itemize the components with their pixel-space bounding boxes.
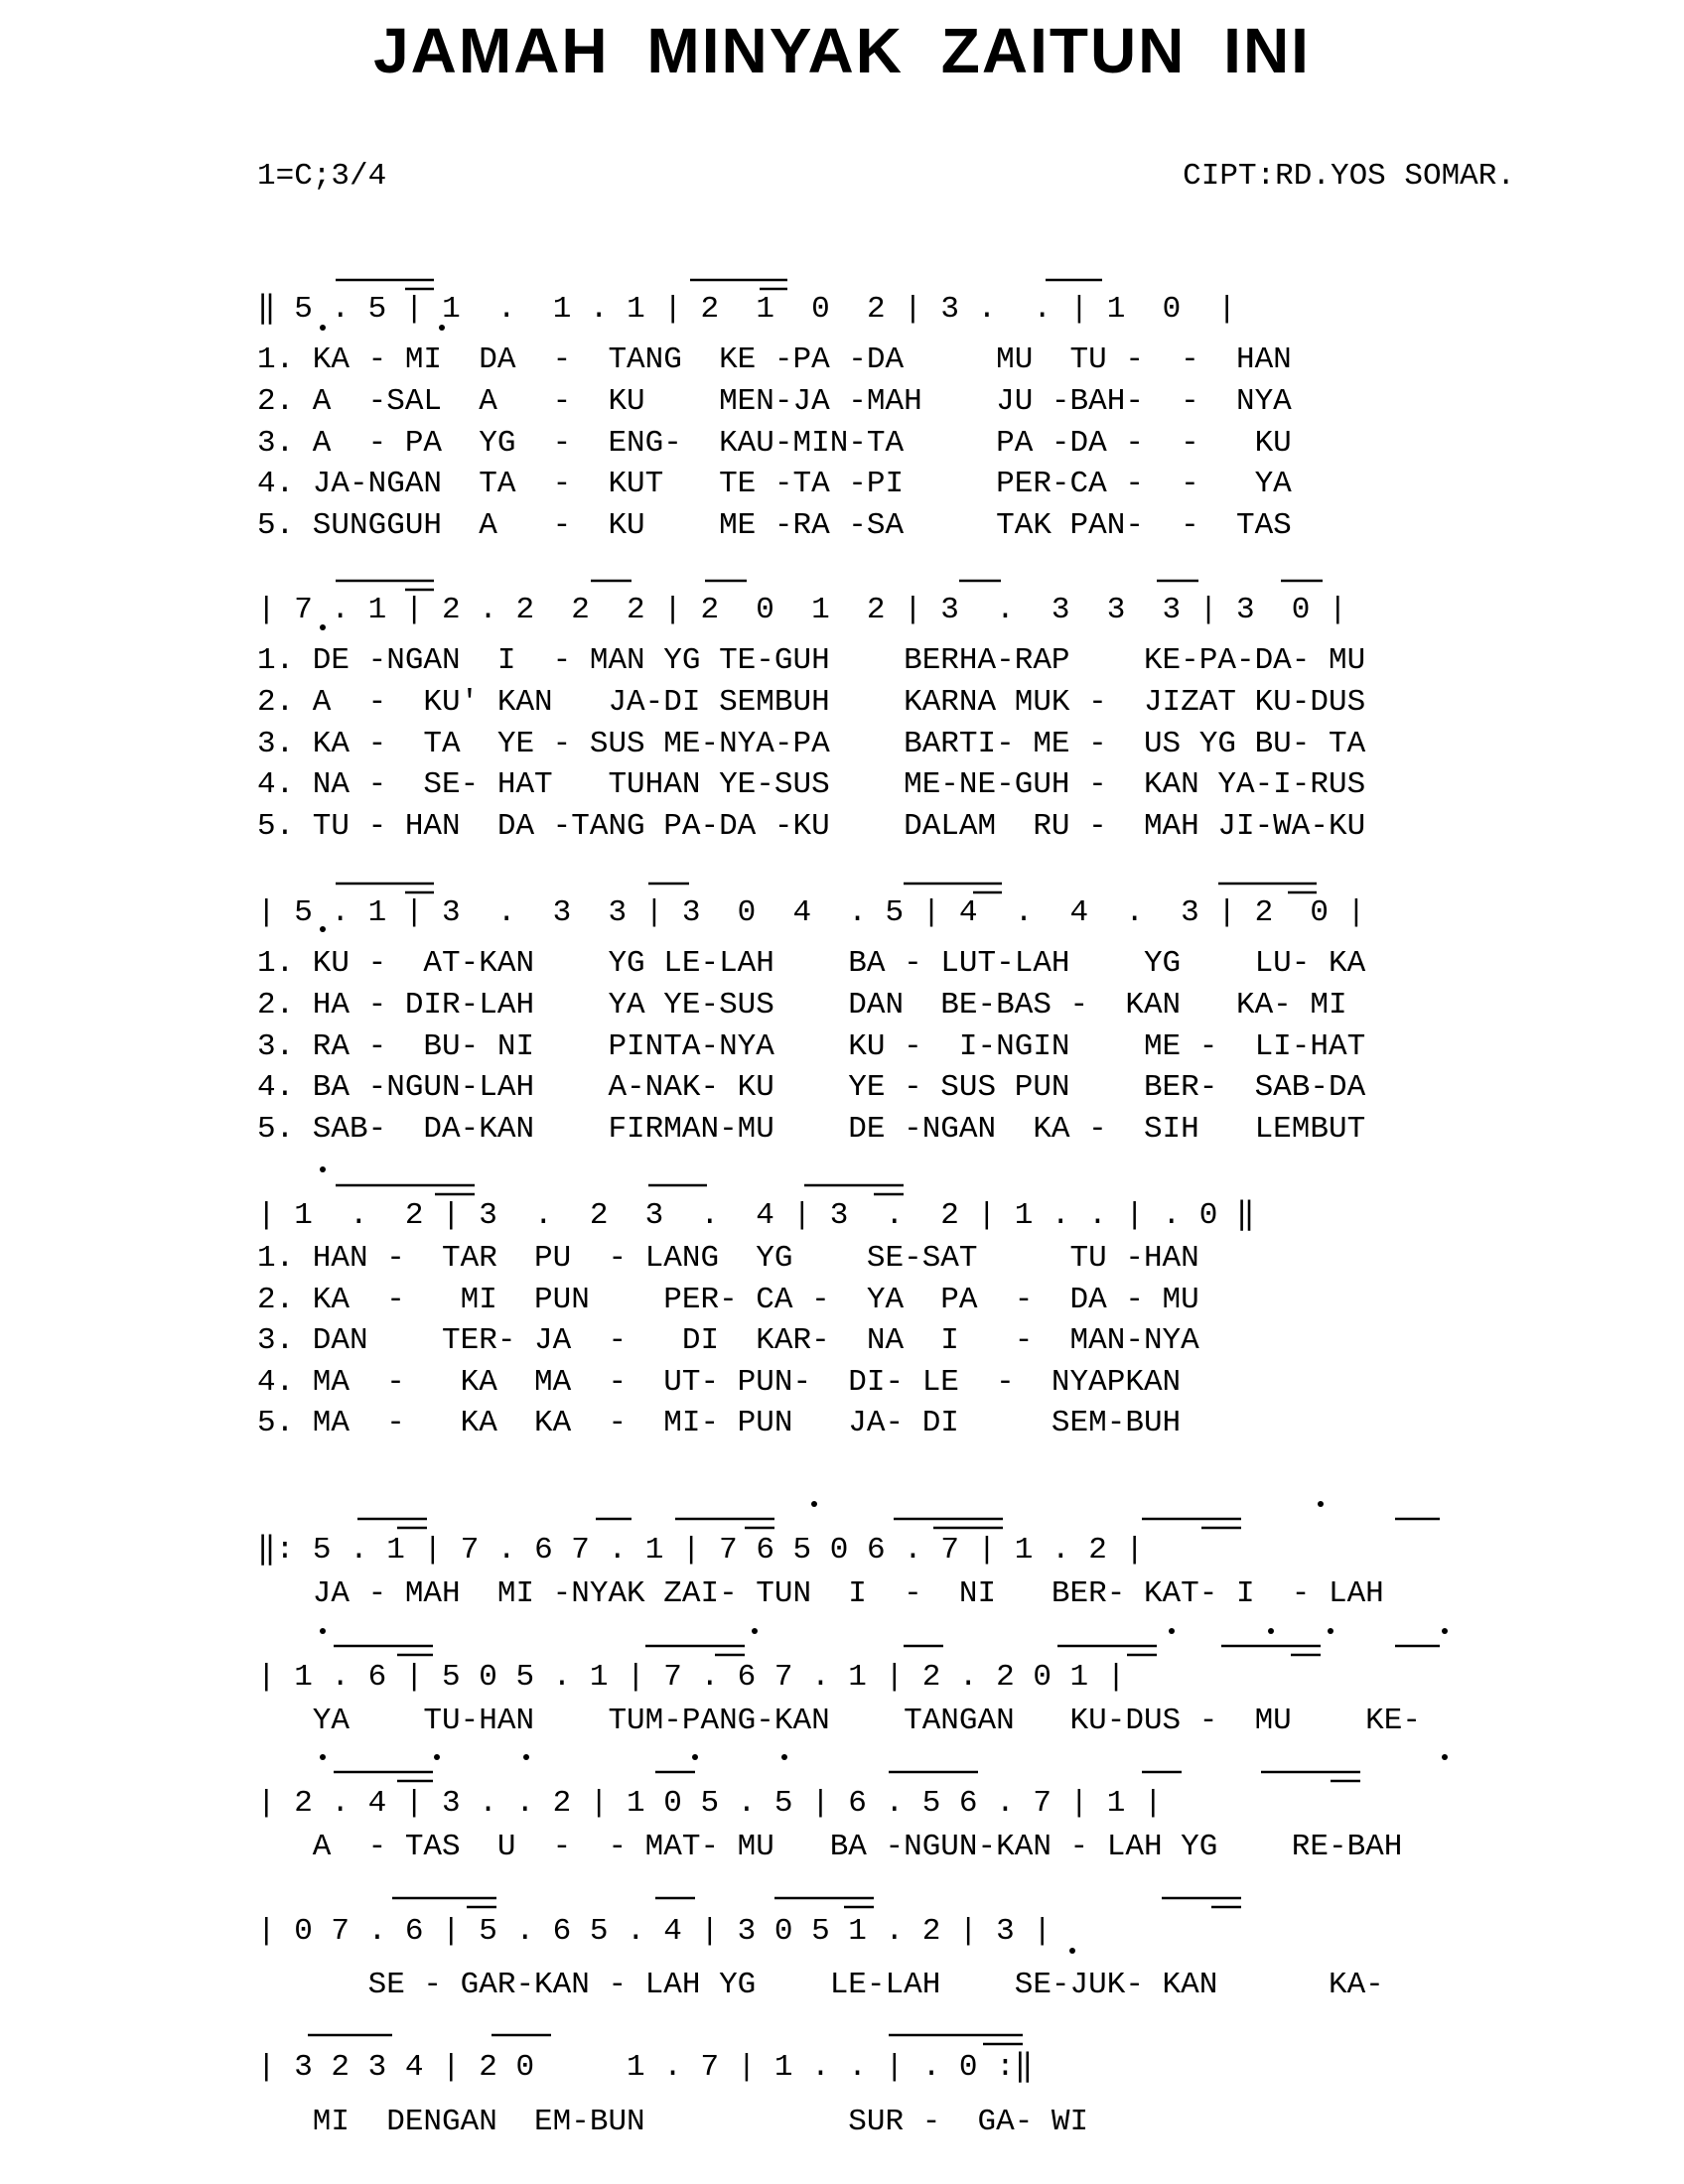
lyric-line: 5. TU - HAN DA -TANG PA-DA -KU DALAM RU - MAH JI-WA-KU: [257, 809, 1366, 844]
chorus-notes-line: | 2 . 4 | 3 . . 2 | 1 0 5 . 5 | 6 . 5 6 . 7 | 1 |: [257, 1786, 1163, 1821]
lyric-line: 1. HAN - TAR PU - LANG YG SE-SAT TU -HAN: [257, 1241, 1199, 1276]
chorus-notes-line: ‖: 5 . 1 | 7 . 6 7 . 1 | 7 6 5 0 6 . 7 | 1 . 2 |: [257, 1533, 1145, 1568]
lyric-line: 2. A - KU' KAN JA-DI SEMBUH KARNA MUK - JIZAT KU-DUS: [257, 685, 1366, 720]
song-title: JAMAH MINYAK ZAITUN INI: [373, 15, 1311, 86]
chorus-notes-line: | 0 7 . 6 | 5 . 6 5 . 4 | 3 0 5 1 . 2 | 3 |: [257, 1914, 1052, 1949]
verse-notes-line: | 5 . 1 | 3 . 3 3 | 3 0 4 . 5 | 4 . 4 . 3 | 2 0 |: [257, 895, 1366, 930]
lyric-line: 3. A - PA YG - ENG- KAU-MIN-TA PA -DA - - KU: [257, 426, 1292, 461]
chorus-notes-line: | 3 2 3 4 | 2 0 1 . 7 | 1 . . | . 0 :‖: [257, 2050, 1034, 2085]
chorus-lyric-line: JA - MAH MI -NYAK ZAI- TUN I - NI BER- KAT- I - LAH: [257, 1576, 1384, 1611]
lyric-line: 1. KU - AT-KAN YG LE-LAH BA - LUT-LAH YG LU- KA: [257, 946, 1366, 981]
lyric-line: 2. A -SAL A - KU MEN-JA -MAH JU -BAH- - NYA: [257, 384, 1292, 419]
lyric-line: 4. BA -NGUN-LAH A-NAK- KU YE - SUS PUN BER- SAB-DA: [257, 1070, 1366, 1105]
verse-notes-line: ‖ 5 . 5 | 1 . 1 . 1 | 2 1 0 2 | 3 . . | 1 0 |: [257, 292, 1237, 327]
chorus-lyric-line: YA TU-HAN TUM-PANG-KAN TANGAN KU-DUS - MU KE-: [257, 1704, 1421, 1738]
lyric-line: 1. KA - MI DA - TANG KE -PA -DA MU TU - - HAN: [257, 342, 1292, 377]
lyric-line: 2. KA - MI PUN PER- CA - YA PA - DA - MU: [257, 1283, 1199, 1317]
lyric-line: 4. JA-NGAN TA - KUT TE -TA -PI PER-CA - - YA: [257, 467, 1292, 501]
lyric-line: 4. NA - SE- HAT TUHAN YE-SUS ME-NE-GUH - KAN YA-I-RUS: [257, 767, 1366, 802]
chorus-notes-line: | 1 . 6 | 5 0 5 . 1 | 7 . 6 7 . 1 | 2 . 2 0 1 |: [257, 1660, 1126, 1695]
verse-notes-line: | 1 . 2 | 3 . 2 3 . 4 | 3 . 2 | 1 . . | . 0 ‖: [257, 1198, 1255, 1233]
key-signature: 1=C;3/4: [257, 159, 387, 194]
lyric-line: 3. DAN TER- JA - DI KAR- NA I - MAN-NYA: [257, 1323, 1199, 1358]
lyric-line: 2. HA - DIR-LAH YA YE-SUS DAN BE-BAS - KAN KA- MI: [257, 988, 1347, 1023]
lyric-line: 5. MA - KA KA - MI- PUN JA- DI SEM-BUH: [257, 1406, 1182, 1440]
lyric-line: 5. SAB- DA-KAN FIRMAN-MU DE -NGAN KA - SIH LEMBUT: [257, 1112, 1366, 1147]
chorus-lyric-line: SE - GAR-KAN - LAH YG LE-LAH SE-JUK- KAN KA-: [257, 1968, 1384, 2002]
lyric-line: 4. MA - KA MA - UT- PUN- DI- LE - NYAPKAN: [257, 1365, 1182, 1400]
lyric-line: 3. KA - TA YE - SUS ME-NYA-PA BARTI- ME - US YG BU- TA: [257, 727, 1366, 761]
lyric-line: 3. RA - BU- NI PINTA-NYA KU - I-NGIN ME - LI-HAT: [257, 1029, 1366, 1064]
chorus-lyric-line: MI DENGAN EM-BUN SUR - GA- WI: [257, 2105, 1089, 2139]
verse-notes-line: | 7 . 1 | 2 . 2 2 2 | 2 0 1 2 | 3 . 3 3 3 | 3 0 |: [257, 593, 1347, 627]
lyric-line: 1. DE -NGAN I - MAN YG TE-GUH BERHA-RAP KE-PA-DA- MU: [257, 643, 1366, 678]
chorus-lyric-line: A - TAS U - - MAT- MU BA -NGUN-KAN - LAH YG RE-BAH: [257, 1830, 1403, 1864]
lyric-line: 5. SUNGGUH A - KU ME -RA -SA TAK PAN- - TAS: [257, 508, 1292, 543]
composer-credit: CIPT:RD.YOS SOMAR.: [1183, 159, 1515, 194]
